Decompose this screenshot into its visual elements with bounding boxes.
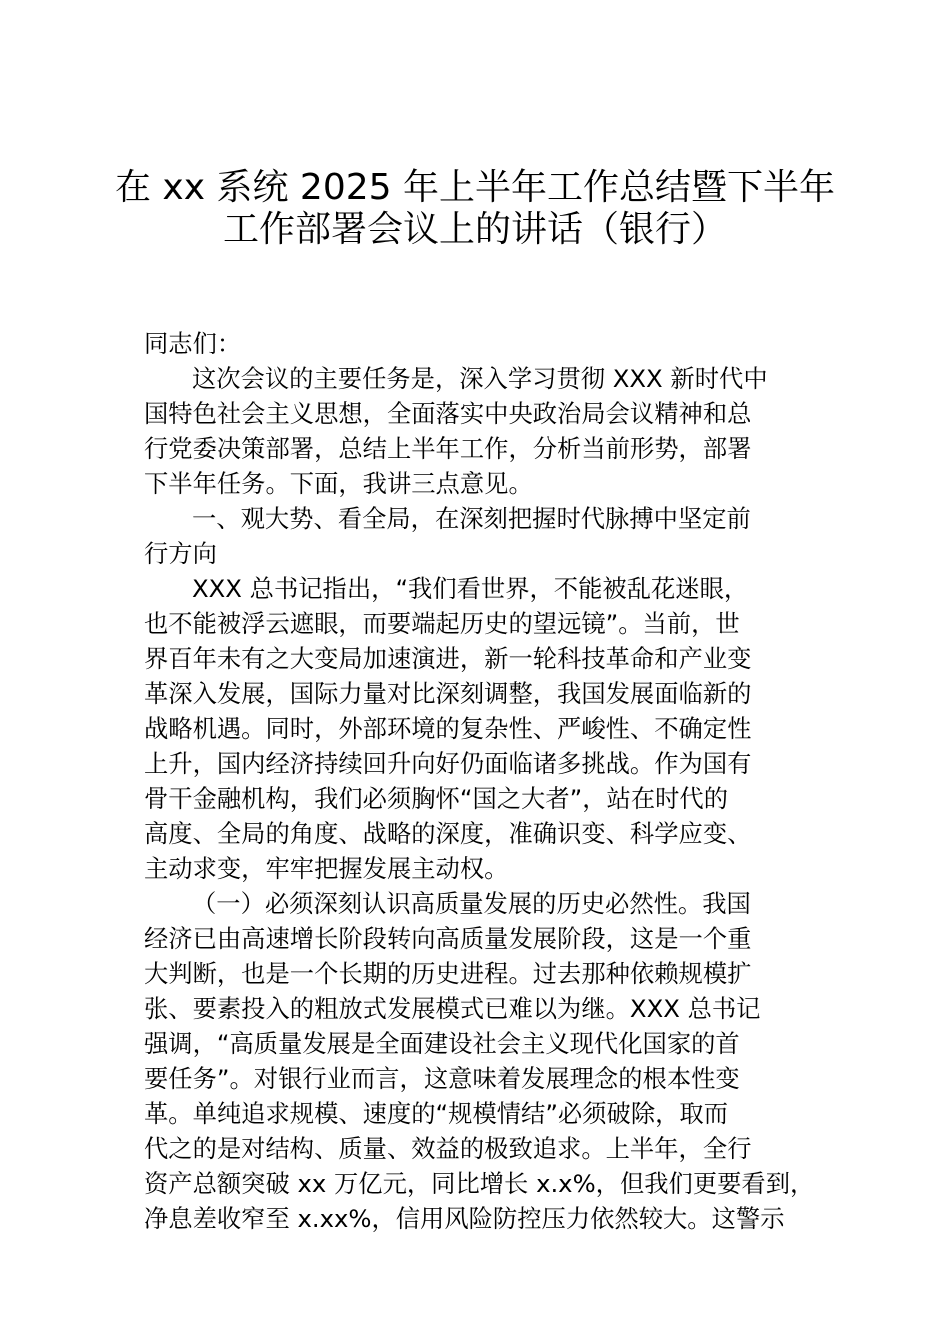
paragraph-line: 大判断，也是一个长期的历史进程。过去那种依赖规模扩	[144, 959, 752, 988]
paragraph-line: 强调，“高质量发展是全面建设社会主义现代化国家的首	[144, 1029, 740, 1058]
paragraph-line: 上升，国内经济持续回升向好仍面临诸多挑战。作为国有	[144, 749, 752, 778]
paragraph-line: 革。单纯追求规模、速度的“规模情结”必须破除，取而	[144, 1099, 729, 1128]
paragraph-line: 国特色社会主义思想，全面落实中央政治局会议精神和总	[144, 399, 752, 428]
salutation: 同志们：	[144, 329, 242, 358]
document-title-line-1: 在 xx 系统 2025 年上半年工作总结暨下半年	[114, 167, 835, 208]
section-heading-line: 行方向	[144, 539, 217, 568]
paragraph-line: 革深入发展，国际力量对比深刻调整，我国发展面临新的	[144, 679, 752, 708]
paragraph-line: 战略机遇。同时，外部环境的复杂性、严峻性、不确定性	[144, 714, 752, 743]
paragraph-line: 要任务”。对银行业而言，这意味着发展理念的根本性变	[144, 1064, 740, 1093]
paragraph-line: 经济已由高速增长阶段转向高质量发展阶段，这是一个重	[144, 924, 752, 953]
section-heading-line: 一、观大势、看全局，在深刻把握时代脉搏中坚定前	[192, 504, 751, 533]
paragraph-line: 也不能被浮云遮眼，而要端起历史的望远镜”。当前，世	[144, 609, 740, 638]
paragraph-line: 下半年任务。下面，我讲三点意见。	[144, 469, 533, 498]
paragraph-line: 高度、全局的角度、战略的深度，准确识变、科学应变、	[144, 819, 752, 848]
paragraph-line: 资产总额突破 xx 万亿元，同比增长 x.x%，但我们更要看到，	[144, 1169, 815, 1198]
paragraph-line: 界百年未有之大变局加速演进，新一轮科技革命和产业变	[144, 644, 752, 673]
paragraph-line: 主动求变，牢牢把握发展主动权。	[144, 854, 509, 883]
paragraph-line: 骨干金融机构，我们必须胸怀“国之大者”，站在时代的	[144, 784, 729, 813]
document-title-line-2: 工作部署会议上的讲话（银行）	[222, 209, 727, 250]
paragraph-line: 净息差收窄至 x.xx%，信用风险防控压力依然较大。这警示	[144, 1204, 785, 1233]
paragraph-line: 代之的是对结构、质量、效益的极致追求。上半年，全行	[144, 1134, 752, 1163]
paragraph-line: 张、要素投入的粗放式发展模式已难以为继。XXX 总书记	[144, 994, 761, 1023]
paragraph-line: 行党委决策部署，总结上半年工作，分析当前形势，部署	[144, 434, 752, 463]
paragraph-line: XXX 总书记指出，“我们看世界，不能被乱花迷眼，	[192, 574, 749, 603]
paragraph-line: 这次会议的主要任务是，深入学习贯彻 XXX 新时代中	[192, 364, 768, 393]
subsection-paragraph-line: （一）必须深刻认识高质量发展的历史必然性。我国	[192, 889, 751, 918]
